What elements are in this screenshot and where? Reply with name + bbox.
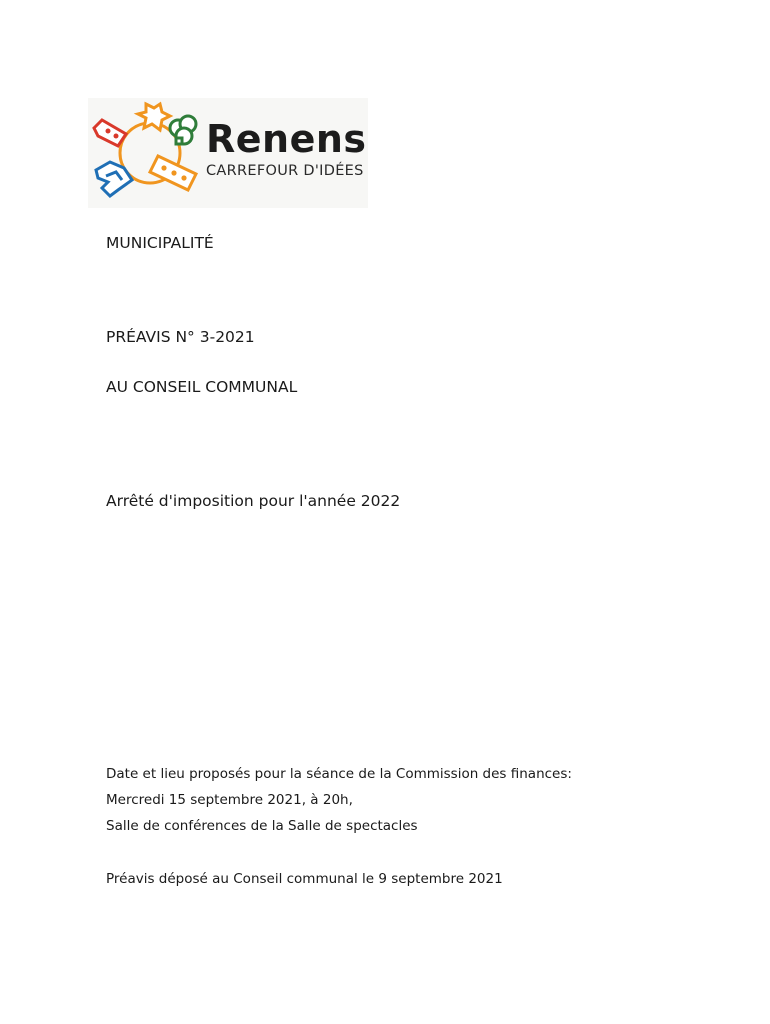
renens-emblem-icon [88, 98, 206, 208]
preavis-number: PRÉAVIS N° 3-2021 [106, 328, 255, 346]
renens-logo [88, 98, 368, 208]
logo-wordmark: Renens [206, 117, 367, 161]
issuer-heading: MUNICIPALITÉ [106, 234, 214, 252]
blue-book-icon [96, 162, 132, 196]
recipient-heading: AU CONSEIL COMMUNAL [106, 378, 298, 396]
deposit-line: Préavis déposé au Conseil communal le 9 septembre 2021 [106, 871, 503, 887]
orange-domino-icon [150, 156, 196, 190]
green-tree-icon [170, 116, 196, 144]
subject-title: Arrêté d'imposition pour l'année 2022 [106, 492, 401, 510]
meeting-line-2: Mercredi 15 septembre 2021, à 20h, [106, 792, 353, 808]
meeting-line-1: Date et lieu proposés pour la séance de la Commission des finances: [106, 766, 572, 782]
red-house-icon [94, 120, 126, 146]
meeting-line-3: Salle de conférences de la Salle de spectacles [106, 818, 418, 834]
logo-tagline: CARREFOUR D'IDÉES [206, 163, 364, 179]
